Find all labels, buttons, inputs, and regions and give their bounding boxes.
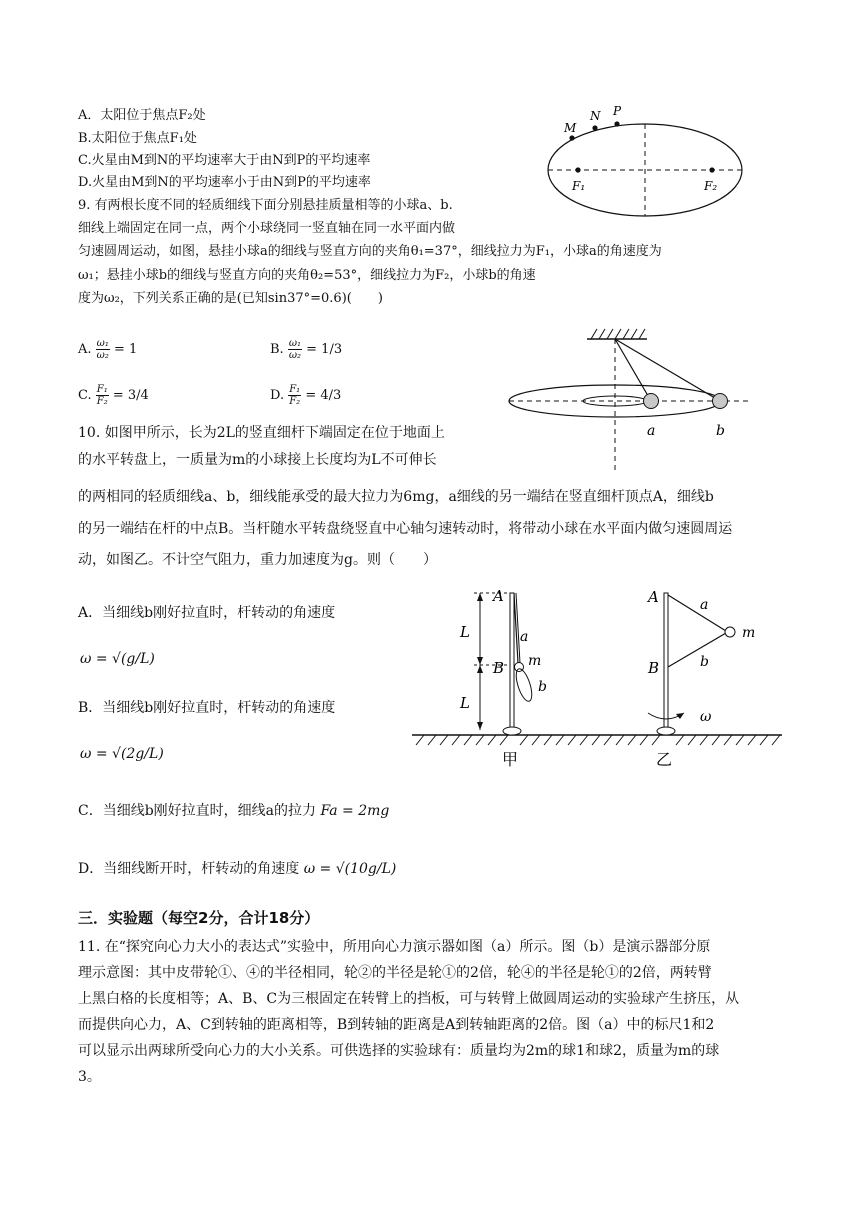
- q10-line-5: 动，如图乙。不计空气阻力，重力加速度为g。则（ ）: [78, 552, 437, 568]
- label-ball-a: a: [647, 423, 656, 439]
- q8-option-c: C.火星由M到N的平均速率大于由N到P的平均速率: [78, 153, 371, 168]
- q10-line-4: 的另一端结在杆的中点B。当杆随水平转盘绕竖直中心轴匀速转动时，将带动小球在水平面内做匀速圆周运: [78, 521, 733, 537]
- q10-option-b-text: B．当细线b刚好拉直时，杆转动的角速度: [78, 700, 336, 716]
- q8-option-a: A．太阳位于焦点F₂处: [78, 108, 206, 123]
- q9-option-c: C. $\frac{\text{F₁}}{\text{F₂}}$ = 3/4: [78, 384, 149, 407]
- q11-line-1: 11. 在“探究向心力大小的表达式”实验中，所用向心力演示器如图（a）所示。图（b）是演示器部分原: [78, 939, 711, 955]
- q10-option-c: C．当细线b刚好拉直时，细线a的拉力 Fa = 2mg: [78, 803, 390, 819]
- q9-option-a: A. $\frac{\text{ω₁}}{\text{ω₂}}$ = 1: [78, 338, 138, 361]
- label-L1: L: [460, 623, 470, 641]
- label-B2: B: [648, 659, 660, 677]
- q8-option-b: B.太阳位于焦点F₁处: [78, 131, 197, 146]
- label-f2: F₂: [704, 179, 718, 193]
- rotating-rod-figure: [410, 585, 785, 770]
- q11-line-4: 而提供向心力，A、C到转轴的距离相等，B到转轴的距离是A到转轴距离的2倍。图（a）中的标尺1和2: [78, 1017, 715, 1033]
- label-b: b: [538, 679, 547, 695]
- label-b2: b: [700, 654, 709, 670]
- label-m: M: [564, 121, 577, 135]
- section3-title: 三．实验题（每空2分，合计18分）: [78, 909, 320, 927]
- label-A: A: [493, 587, 504, 605]
- label-p: P: [613, 104, 622, 118]
- label-A2: A: [648, 588, 659, 606]
- q10-line-3: 的两相同的轻质细线a、b，细线能承受的最大拉力为6mg，a细线的另一端结在竖直细杆顶点A，细线b: [78, 489, 714, 505]
- conical-pendulum-figure: [505, 325, 755, 470]
- q9-option-b: B. $\frac{\text{ω₁}}{\text{ω₂}}$ = 1/3: [270, 338, 343, 361]
- label-f1: F₁: [572, 179, 586, 193]
- q10-option-b-formula: ω = √(2g/L): [80, 746, 164, 762]
- label-yi: 乙: [656, 750, 673, 769]
- q11-line-2: 理示意图：其中皮带轮①、④的半径相同，轮②的半径是轮①的2倍，轮④的半径是轮①的2倍，两转臂: [78, 965, 712, 981]
- label-m2: m: [742, 625, 756, 641]
- label-a: a: [520, 629, 529, 645]
- ellipse-orbit-figure: [540, 100, 750, 220]
- q11-line-3: 上黑白格的长度相等；A、B、C为三根固定在转臂上的挡板，可与转臂上做圆周运动的实验球产生挤压，从: [78, 991, 740, 1007]
- label-B: B: [493, 659, 505, 677]
- q10-line-1: 10. 如图甲所示，长为2L的竖直细杆下端固定在位于地面上: [78, 425, 445, 441]
- label-n: N: [590, 109, 601, 123]
- label-omega: ω: [700, 709, 712, 725]
- q11-line-5: 可以显示出两球所受向心力的大小关系。可供选择的实验球有：质量均为2m的球1和球2，质量为m的球: [78, 1043, 720, 1059]
- q9-line-2: 细线上端固定在同一点，两个小球绕同一竖直轴在同一水平面内做: [78, 221, 456, 236]
- q9-line-3: 匀速圆周运动，如图，悬挂小球a的细线与竖直方向的夹角θ₁=37°，细线拉力为F₁，小球a的角速度为: [78, 244, 662, 259]
- label-L2: L: [460, 694, 470, 712]
- q10-line-2: 的水平转盘上，一质量为m的小球接上长度均为L不可伸长: [78, 452, 437, 468]
- label-a2: a: [700, 597, 709, 613]
- q11-line-6: 3。: [78, 1069, 101, 1085]
- q9-line-4: ω₁；悬挂小球b的细线与竖直方向的夹角θ₂=53°，细线拉力为F₂，小球b的角速: [78, 268, 536, 283]
- label-m: m: [528, 653, 542, 669]
- q10-option-a-text: A．当细线b刚好拉直时，杆转动的角速度: [78, 605, 336, 621]
- q10-option-d: D．当细线断开时，杆转动的角速度 ω = √(10g/L): [78, 861, 397, 877]
- q8-option-d: D.火星由M到N的平均速率小于由N到P的平均速率: [78, 175, 371, 190]
- label-jia: 甲: [502, 750, 519, 769]
- label-ball-b: b: [716, 423, 725, 439]
- q10-option-a-formula: ω = √(g/L): [80, 651, 155, 667]
- q9-line-5: 度为ω₂，下列关系正确的是(已知sin37°=0.6)( ): [78, 291, 383, 306]
- q9-option-d: D. $\frac{\text{F₁}}{\text{F₂}}$ = 4/3: [270, 384, 342, 407]
- q9-line-1: 9. 有两根长度不同的轻质细线下面分别悬挂质量相等的小球a、b.: [78, 198, 453, 213]
